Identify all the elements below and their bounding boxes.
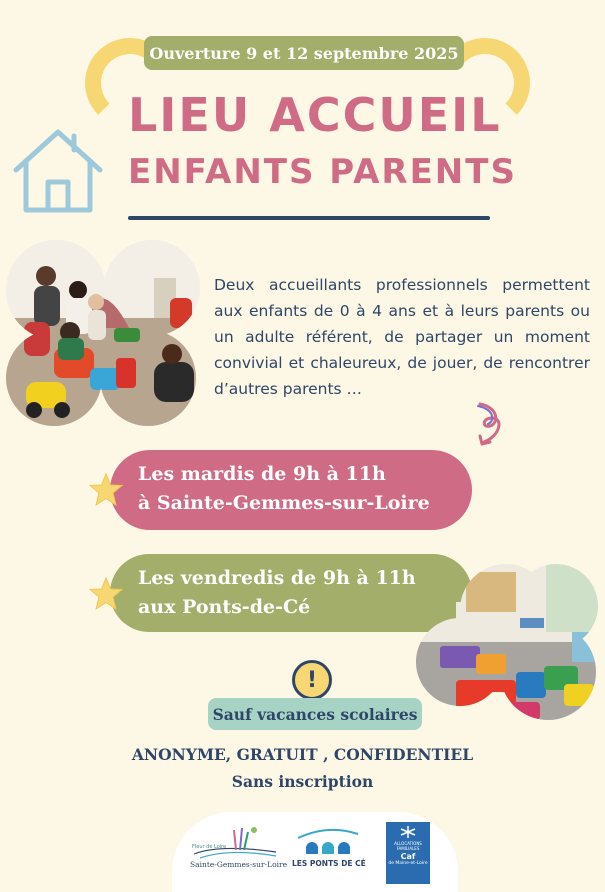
opening-date-badge: Ouverture 9 et 12 septembre 2025 xyxy=(144,36,464,70)
session-tuesday-time: Les mardis de 9h à 11h xyxy=(138,463,386,485)
warning-icon: ! xyxy=(292,660,332,700)
sainte-gemmes-name: Sainte-Gemmes-sur-Loire xyxy=(190,860,288,869)
tagline: ANONYME, GRATUIT , CONFIDENTIEL xyxy=(131,745,474,764)
caf-logo xyxy=(386,822,430,884)
session-friday-place: aux Ponts-de-Cé xyxy=(138,596,311,618)
children-playing-photo xyxy=(4,238,200,428)
caf-name: Caf xyxy=(400,852,416,861)
sainte-gemmes-logo xyxy=(190,824,288,874)
star-icon xyxy=(88,576,124,612)
page-title: LIEU ACCUEIL xyxy=(128,88,502,142)
ponts-de-ce-emblem-icon xyxy=(292,826,364,858)
ponts-de-ce-logo xyxy=(292,826,364,874)
intro-paragraph: Deux accueillants professionnels permettent aux enfants de 0 à 4 ans et à leurs parents ou un adulte référent, de partager un moment convivial et chaleureux, de jouer, de rencontrer d’autres parents … xyxy=(214,276,590,398)
session-tuesday-place: à Sainte-Gemmes-sur-Loire xyxy=(138,492,430,514)
swirl-arrow-icon xyxy=(470,400,510,448)
registration-note: Sans inscription xyxy=(231,772,374,791)
star-icon xyxy=(88,472,124,508)
caf-allocations: ALLOCATIONS FAMILIALES xyxy=(394,841,422,851)
sainte-gemmes-emblem-icon xyxy=(190,824,280,860)
session-friday-time: Les vendredis de 9h à 11h xyxy=(138,567,416,589)
holiday-notice: Sauf vacances scolaires xyxy=(208,698,422,730)
ponts-de-ce-name: LES PONTS DE CÉ xyxy=(292,859,366,868)
title-underline xyxy=(128,216,490,220)
caf-snowflake-icon xyxy=(398,825,418,839)
sainte-gemmes-tagline: Fleur de Loire xyxy=(192,844,227,850)
playroom-photo xyxy=(416,562,598,720)
caf-location: de Maine-et-Loire xyxy=(388,861,428,866)
page-subtitle: ENFANTS PARENTS xyxy=(128,152,517,192)
house-icon xyxy=(10,118,106,218)
session-tuesday-pill xyxy=(110,450,472,530)
